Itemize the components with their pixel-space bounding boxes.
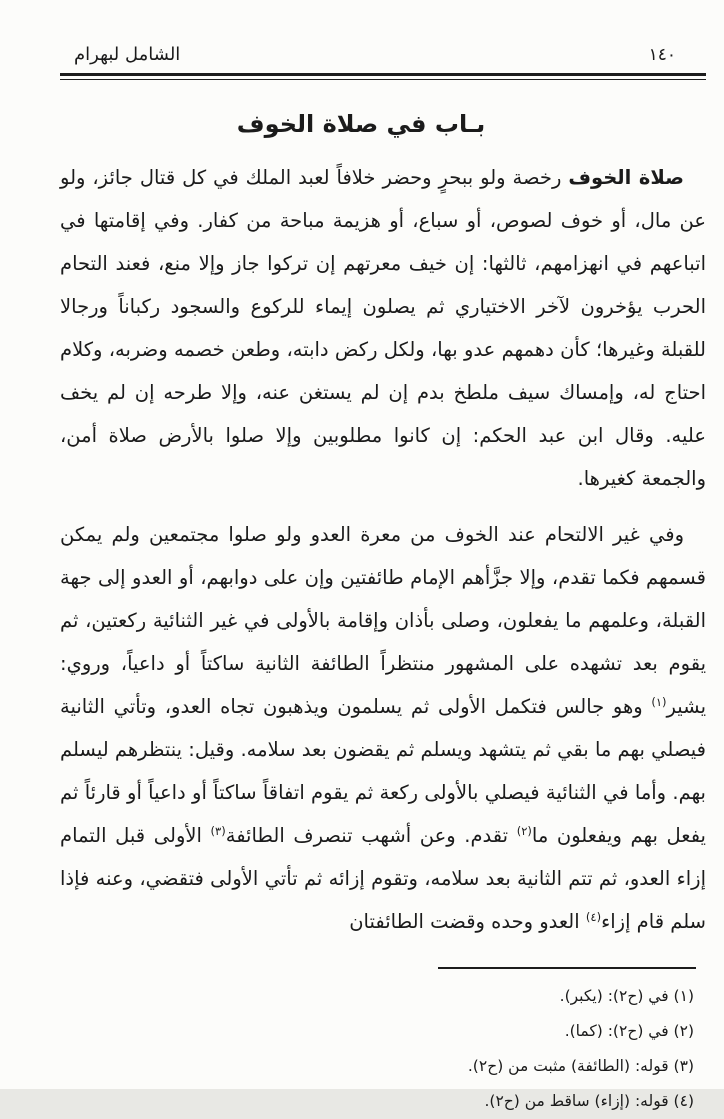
- footnote-marker: (٤): [585, 910, 602, 924]
- book-title: الشامل لبهرام: [74, 44, 181, 65]
- footnote-marker: (٢): [516, 824, 532, 838]
- body-text: [16, 156, 706, 943]
- body-text-segment: وفي غير الالتحام عند الخوف من معرة العدو ولو صلوا مجتمعين ولم يمكن قسمهم فكما تقدم، وإلا جزَّأهم الإمام طائفتين وإن على دوابهم، أو العدو إلى جهة القبلة، وعلمهم ما يفعلون، وصلى بأذان وإقامة بالأولى في غير الثنائية ركعتين، ثم يقوم بعد تشهده على المشهور منتظراً الطائفة الثانية ساكتاً أو داعياً، وروي: يشير: [60, 523, 706, 718]
- body-text-segment: صلاة الخوف: [568, 166, 684, 189]
- header-rule: [60, 73, 706, 80]
- body-paragraph: [60, 156, 706, 500]
- body-text-segment: الأولى قبل التمام إزاء العدو، ثم تتم الثانية بعد سلامه، وتقوم إزائه ثم تأتي الأولى فتقضي، وعنه فإذا سلم قام إزاء: [60, 824, 706, 933]
- footnote-item: (٣) قوله: (الطائفة) مثبت من (ح٢).: [467, 1057, 694, 1075]
- footnote-separator: [438, 967, 696, 969]
- footnotes: [16, 979, 706, 1119]
- body-text-segment: العدو وحده وقضت الطائفتان: [349, 910, 586, 933]
- body-paragraph: [60, 513, 706, 943]
- page-number: ١٤٠: [648, 45, 676, 65]
- footnote-item: (٢) في (ح٢): (كما).: [564, 1022, 694, 1040]
- running-head: [16, 44, 706, 71]
- chapter-title: بـاب في صلاة الخوف: [236, 110, 486, 138]
- footnote-marker: (١): [651, 695, 667, 709]
- body-text-segment: رخصة ولو ببحرٍ وحضر خلافاً لعبد الملك في كل قتال جائز، ولو عن مال، أو خوف لصوص، أو سباع، أو هزيمة مباحة من كفار. وفي إقامتها في اتباعهم في انهزامهم، ثالثها: إن خيف معرتهم إن تركوا جاز وإلا منع، فعند التحام الحرب يؤخرون لآخر الاختياري ثم يصلون إيماء للركوع والسجود ركباناً ورجالا للقبلة وغيرها؛ كأن دهمهم عدو بها، ولكل ركض دابته، وطعن خصمه وضربه، وكلام احتاج له، وإمساك سيف ملطخ بدم إن لم يستغن عنه، وإلا طرحه إن لم يخف عليه. وقال ابن عبد الحكم: إن كانوا مطلوبين وإلا صلوا بالأرض صلاة أمن، والجمعة كغيرها.: [60, 166, 706, 490]
- footnote-item: (٤) قوله: (إزاء) ساقط من (ح٢).: [484, 1092, 694, 1110]
- footnote-marker: (٣): [210, 824, 226, 838]
- footnote-item: (١) في (ح٢): (يكبر).: [559, 987, 694, 1005]
- body-text-segment: وهو جالس فتكمل الأولى ثم يسلمون ويذهبون تجاه العدو، وتأتي الثانية فيصلي بهم ما بقي ثم يتشهد ويسلم ثم يقضون بعد سلامه. وقيل: ينتظرهم ليسلم بهم. وأما في الثنائية فيصلي بالأولى ركعة ثم يقوم اتفاقاً ساكتاً أو داعياً أو قارئاً ثم يفعل بهم ويفعلون ما: [60, 695, 706, 847]
- body-text-segment: تقدم. وعن أشهب تنصرف الطائفة: [225, 824, 517, 847]
